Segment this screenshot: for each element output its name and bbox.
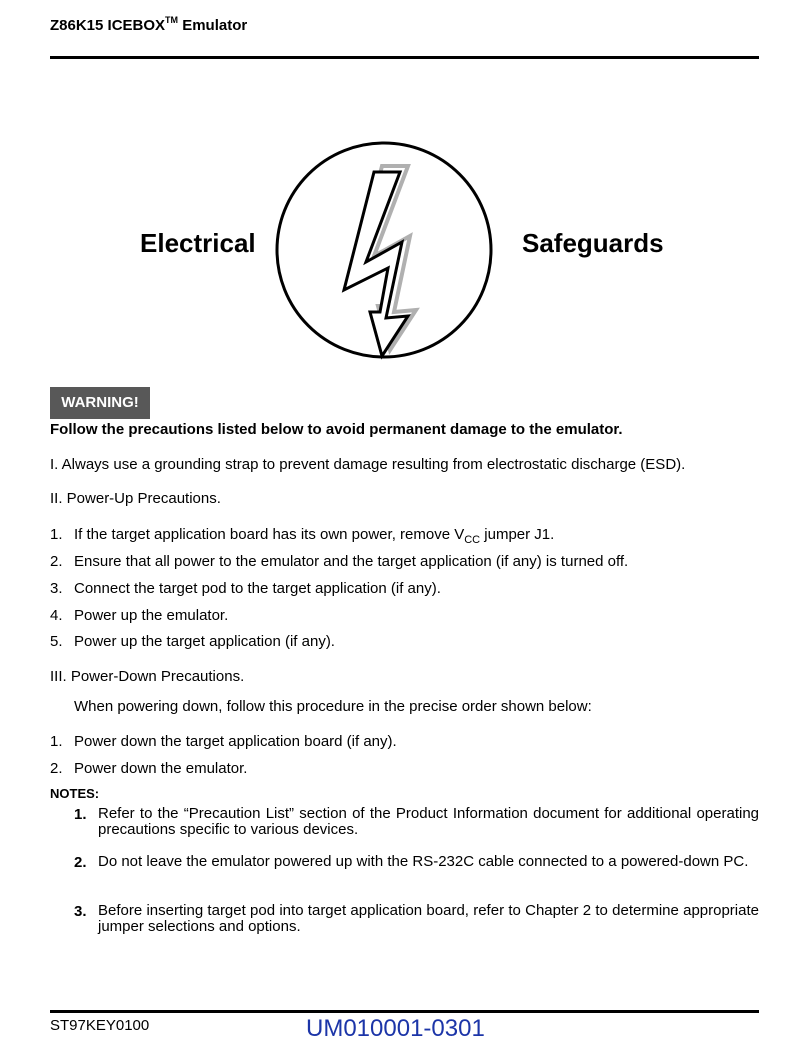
list-item-number: 2.: [50, 553, 63, 570]
list-item: Power up the emulator.: [74, 607, 229, 624]
list-item-number: 5.: [50, 633, 63, 650]
list-item: Power up the target application (if any).: [74, 633, 335, 650]
list-item-number: 3.: [50, 580, 63, 597]
note-number: 2.: [74, 854, 87, 871]
note-number: 1.: [74, 806, 87, 823]
list-item: If the target application board has its own power, remove $V_{CC}$ jumper J1.: [74, 526, 555, 546]
section-2-heading: II. Power-Up Precautions.: [50, 490, 221, 507]
footer-rule: [50, 1010, 759, 1013]
note-text: Refer to the “Precaution List” section of the Product Information document for additional operating precautions specific to various devices.: [98, 805, 759, 838]
title-right: Safeguards: [522, 228, 664, 258]
section-3-intro: When powering down, follow this procedure in the precise order shown below:: [74, 698, 592, 715]
header-rule: [50, 56, 759, 59]
title-left: Electrical: [140, 228, 256, 258]
document-number: UM010001-0301: [306, 1015, 485, 1042]
list-item-number: 1.: [50, 526, 63, 543]
section-3-heading: III. Power-Down Precautions.: [50, 668, 245, 685]
footer-code: ST97KEY0100: [50, 1017, 150, 1034]
list-item-number: 2.: [50, 760, 63, 777]
high-voltage-icon: [274, 140, 494, 360]
header-product: Z86K15 ICEBOX: [50, 17, 166, 34]
notes-label: NOTES:: [50, 786, 100, 801]
note-text: Before inserting target pod into target application board, refer to Chapter 2 to determine appropriate jumper selections and options.: [98, 902, 759, 935]
warning-lead: Follow the precautions listed below to avoid permanent damage to the emulator.: [50, 421, 623, 438]
list-item: Ensure that all power to the emulator and the target application (if any) is turned off.: [74, 553, 629, 570]
list-item: Power down the emulator.: [74, 760, 248, 777]
list-item-number: 4.: [50, 607, 63, 624]
warning-badge: WARNING!: [50, 387, 150, 419]
note-text: Do not leave the emulator powered up with the RS-232C cable connected to a powered-down PC.: [98, 853, 749, 870]
note-number: 3.: [74, 903, 87, 920]
header-suffix: Emulator: [182, 17, 248, 34]
section-1-text: I. Always use a grounding strap to prevent damage resulting from electrostatic discharge (ESD).: [50, 456, 686, 473]
trademark-mark: TM: [165, 15, 179, 25]
page-header: [50, 16, 247, 34]
list-item-number: 1.: [50, 733, 63, 750]
list-item: Connect the target pod to the target application (if any).: [74, 580, 441, 597]
list-item: Power down the target application board (if any).: [74, 733, 397, 750]
